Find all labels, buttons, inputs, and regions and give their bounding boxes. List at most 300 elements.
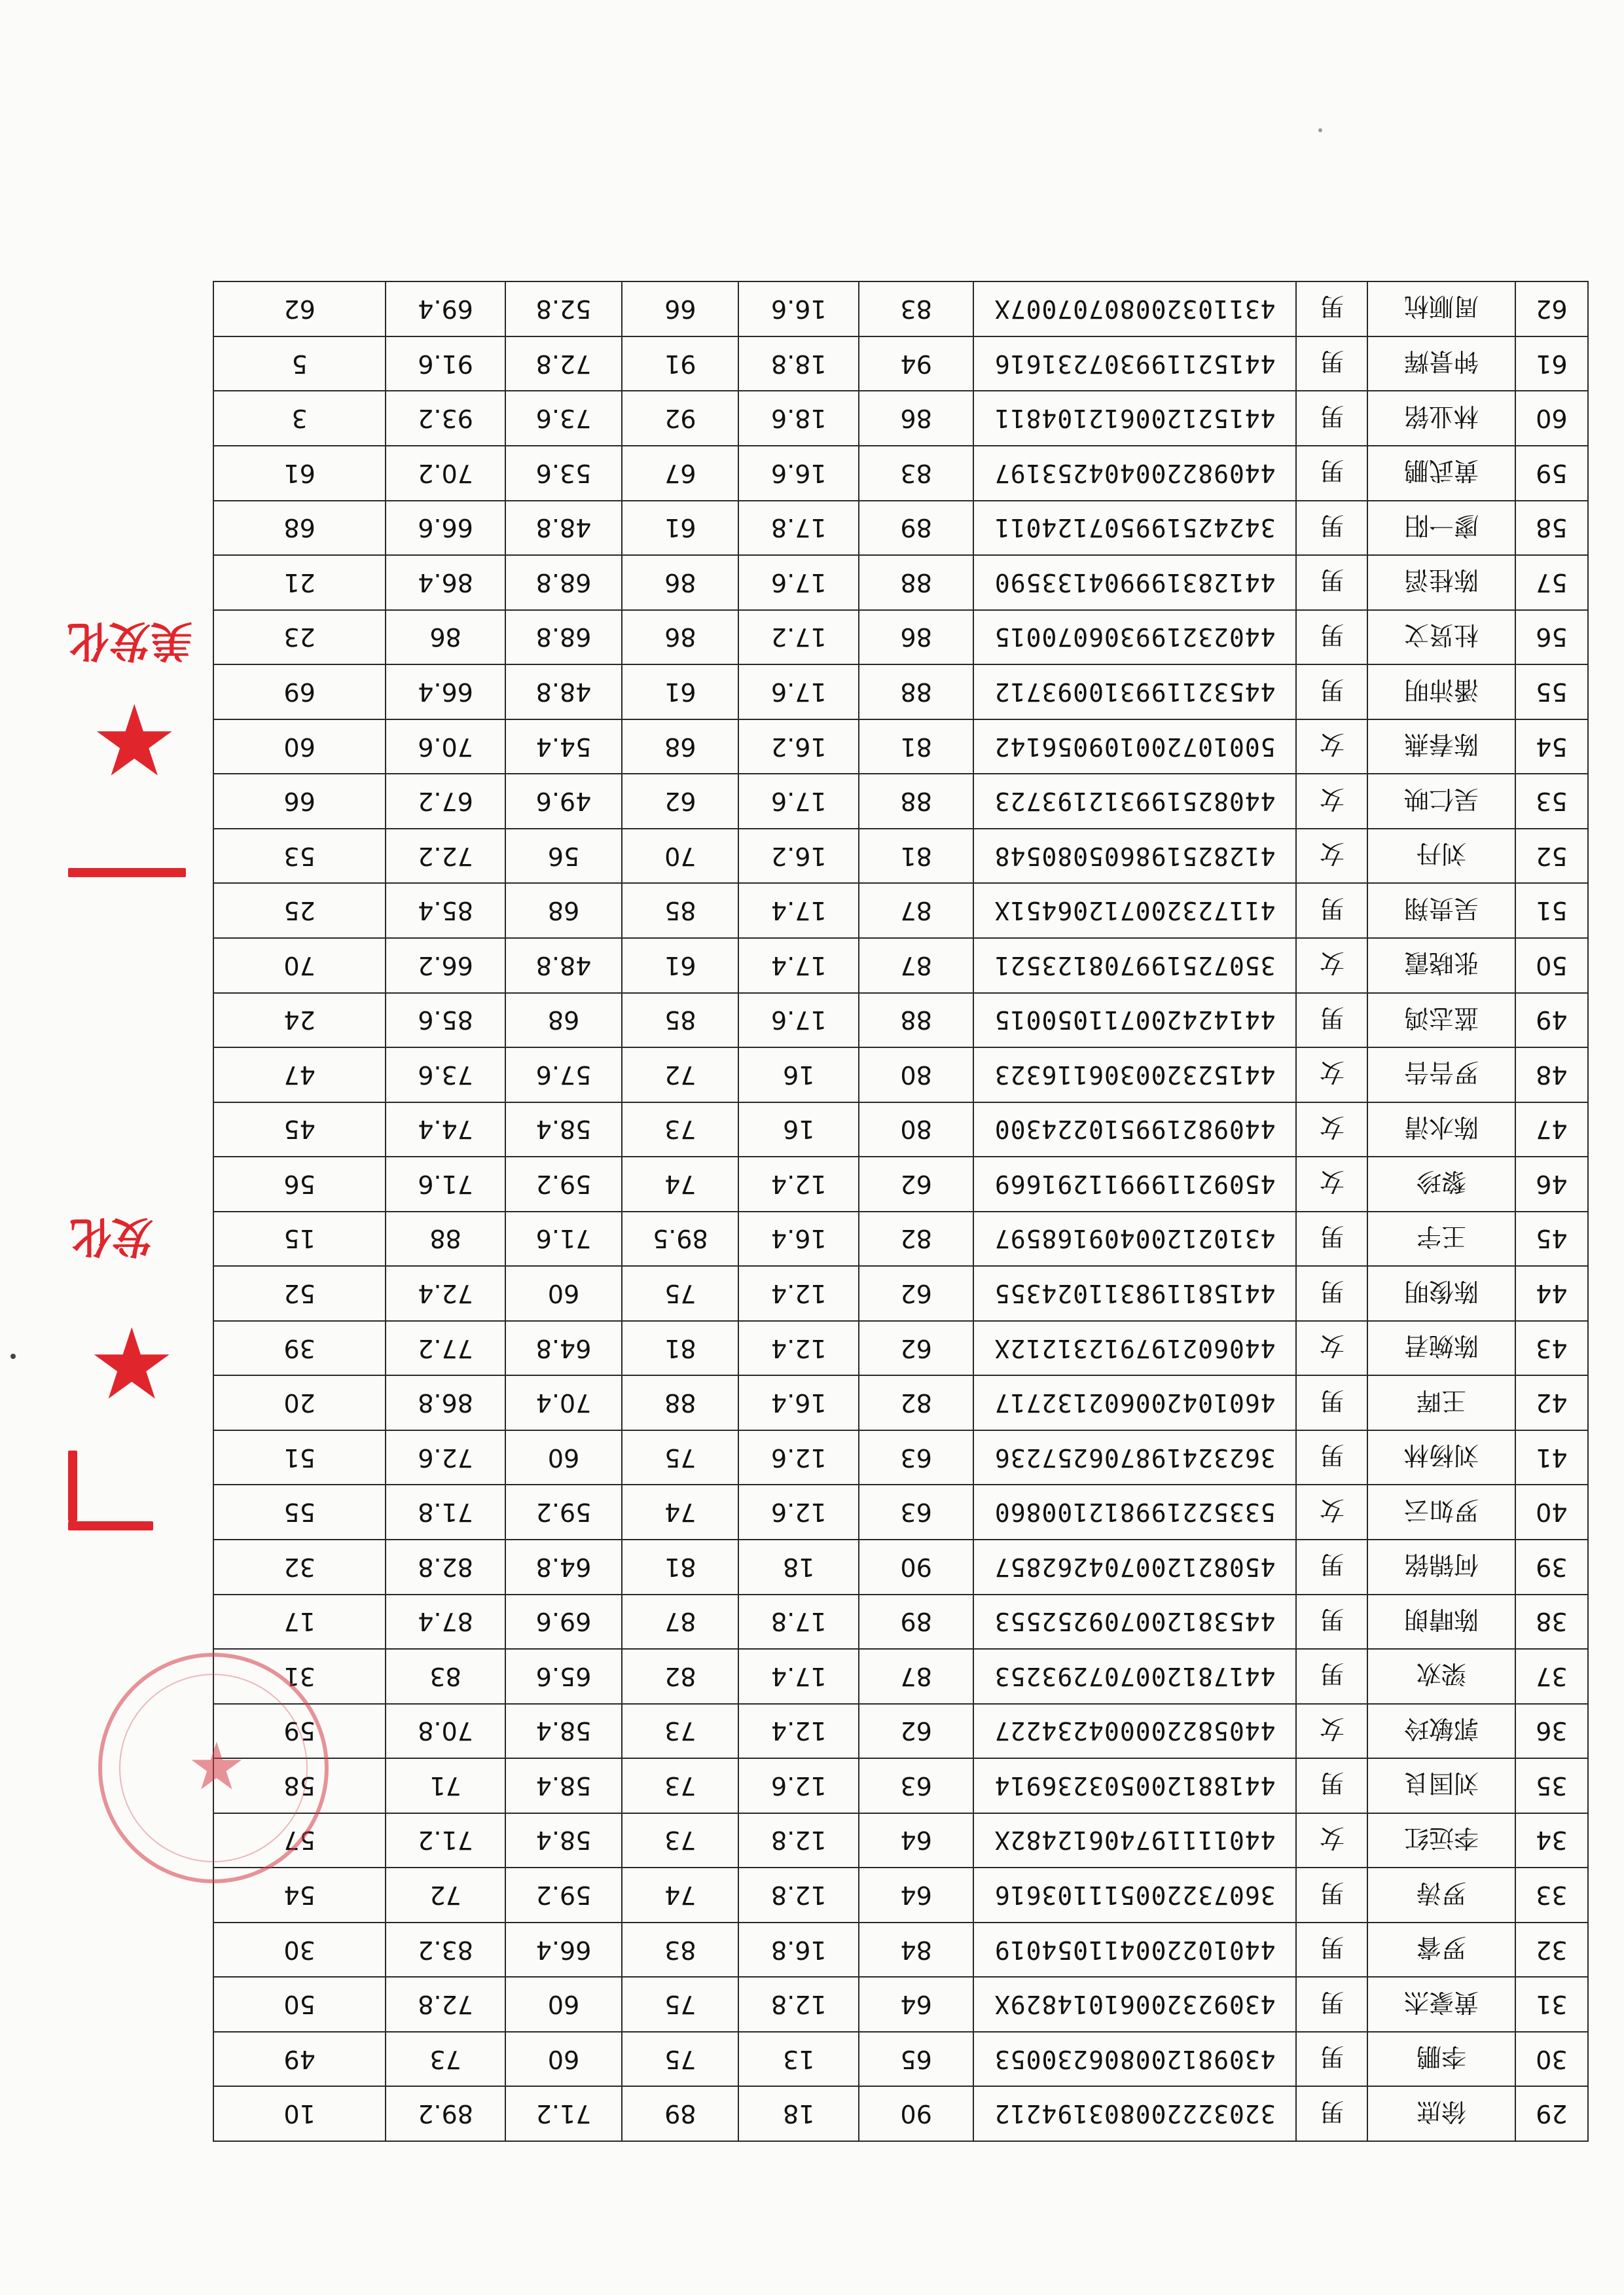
rank-cell: 30 [213, 1923, 386, 1978]
total-score-cell: 86.8 [386, 1375, 505, 1430]
score-cell: 90 [859, 1540, 973, 1595]
weighted-score-cell: 66.4 [505, 1923, 622, 1978]
name-cell: 罗如云 [1367, 1485, 1515, 1540]
row-number: 42 [1515, 1375, 1588, 1430]
weighted-score-cell: 17.8 [738, 1595, 859, 1650]
sex-cell: 男 [1296, 1977, 1367, 2032]
row-number: 29 [1515, 2086, 1588, 2141]
score-cell: 88 [859, 664, 973, 719]
row-number: 55 [1515, 664, 1588, 719]
row-number: 53 [1515, 774, 1588, 829]
table-row [213, 1813, 1588, 1868]
name-cell: 梁欢 [1367, 1649, 1515, 1704]
score-cell: 85 [622, 993, 738, 1048]
sex-cell: 女 [1296, 1321, 1367, 1376]
rank-cell: 60 [213, 719, 386, 774]
weighted-score-cell: 48.8 [505, 664, 622, 719]
total-score-cell: 73 [386, 2032, 505, 2087]
rank-cell: 39 [213, 1321, 386, 1376]
weighted-score-cell: 58.4 [505, 1102, 622, 1157]
score-cell: 89 [859, 501, 973, 556]
weighted-score-cell: 17.8 [738, 501, 859, 556]
rank-cell: 59 [213, 1704, 386, 1759]
id-number-cell: 431021200409168597 [973, 1212, 1296, 1267]
id-number-cell: 44011119740612482X [973, 1813, 1296, 1868]
sex-cell: 男 [1296, 2086, 1367, 2141]
score-cell: 88 [859, 555, 973, 610]
row-number: 61 [1515, 336, 1588, 391]
rank-cell: 70 [213, 938, 386, 993]
weighted-score-cell: 68 [505, 883, 622, 938]
rank-cell: 10 [213, 2086, 386, 2141]
table-row [213, 501, 1588, 556]
weighted-score-cell: 58.4 [505, 1813, 622, 1868]
weighted-score-cell: 60 [505, 1430, 622, 1485]
weighted-score-cell: 16.6 [738, 281, 859, 336]
table-row [213, 938, 1588, 993]
sex-cell: 男 [1296, 2032, 1367, 2087]
score-cell: 87 [859, 938, 973, 993]
seal-fragment-upper [64, 614, 195, 967]
weighted-score-cell: 58.4 [505, 1758, 622, 1813]
score-cell: 62 [859, 1704, 973, 1759]
weighted-score-cell: 17.4 [738, 883, 859, 938]
score-cell: 63 [859, 1758, 973, 1813]
score-cell: 86 [622, 610, 738, 665]
weighted-score-cell: 16.4 [738, 1375, 859, 1430]
name-cell: 罗涛 [1367, 1868, 1515, 1923]
sex-cell: 男 [1296, 1868, 1367, 1923]
score-cell: 62 [622, 774, 738, 829]
score-cell: 84 [859, 1923, 973, 1978]
weighted-score-cell: 16.6 [738, 446, 859, 501]
table-row [213, 1157, 1588, 1212]
seal-bracket [68, 1451, 77, 1521]
total-score-cell: 70.8 [386, 1704, 505, 1759]
name-cell: 陈俊明 [1367, 1266, 1515, 1321]
weighted-score-cell: 16.8 [738, 1923, 859, 1978]
table-row [213, 610, 1588, 665]
sex-cell: 男 [1296, 446, 1367, 501]
name-cell: 陈晴朗 [1367, 1595, 1515, 1650]
score-cell: 82 [859, 1375, 973, 1430]
seal-fragment-lower [64, 1210, 195, 1550]
score-cell: 92 [622, 391, 738, 446]
rank-cell: 3 [213, 391, 386, 446]
weighted-score-cell: 59.2 [505, 1485, 622, 1540]
sex-cell: 女 [1296, 1485, 1367, 1540]
id-number-cell: 44060219791231212X [973, 1321, 1296, 1376]
total-score-cell: 66.6 [386, 501, 505, 556]
score-cell: 86 [859, 391, 973, 446]
row-number: 46 [1515, 1157, 1588, 1212]
name-cell: 王宇 [1367, 1212, 1515, 1267]
name-cell: 何锦铭 [1367, 1540, 1515, 1595]
weighted-score-cell: 60 [505, 2032, 622, 2087]
name-cell: 廖一阳 [1367, 501, 1515, 556]
weighted-score-cell: 72.8 [505, 336, 622, 391]
name-cell: 刘丹 [1367, 829, 1515, 884]
sex-cell: 女 [1296, 1047, 1367, 1102]
table-row [213, 829, 1588, 884]
row-number: 40 [1515, 1485, 1588, 1540]
score-cell: 72 [622, 1047, 738, 1102]
weighted-score-cell: 17.4 [738, 1649, 859, 1704]
weighted-score-cell: 65.6 [505, 1649, 622, 1704]
table-row [213, 336, 1588, 391]
weighted-score-cell: 53.6 [505, 446, 622, 501]
weighted-score-cell: 59.2 [505, 1157, 622, 1212]
table-row [213, 1321, 1588, 1376]
id-number-cell: 440102200411054019 [973, 1923, 1296, 1978]
score-cell: 61 [622, 938, 738, 993]
table-row [213, 719, 1588, 774]
weighted-score-cell: 16.2 [738, 829, 859, 884]
scan-speck [1318, 128, 1322, 132]
total-score-cell: 71.2 [386, 1813, 505, 1868]
sex-cell: 男 [1296, 1595, 1367, 1650]
rank-cell: 49 [213, 2032, 386, 2087]
total-score-cell: 85.4 [386, 883, 505, 938]
name-cell: 刘国良 [1367, 1758, 1515, 1813]
table-row [213, 2086, 1588, 2141]
rank-cell: 61 [213, 446, 386, 501]
score-cell: 89 [622, 2086, 738, 2141]
score-cell: 74 [622, 1868, 738, 1923]
id-number-cell: 450821200704262857 [973, 1540, 1296, 1595]
weighted-score-cell: 17.6 [738, 774, 859, 829]
name-cell: 吴贵翔 [1367, 883, 1515, 938]
seal-fragment-upper-text: 美发化 [67, 616, 192, 665]
id-number-cell: 342425199507124011 [973, 501, 1296, 556]
sex-cell: 男 [1296, 1923, 1367, 1978]
total-score-cell: 88 [386, 1212, 505, 1267]
weighted-score-cell: 12.6 [738, 1758, 859, 1813]
score-cell: 80 [859, 1102, 973, 1157]
table-row [213, 1047, 1588, 1102]
row-number: 54 [1515, 719, 1588, 774]
weighted-score-cell: 12.4 [738, 1704, 859, 1759]
score-cell: 63 [859, 1430, 973, 1485]
weighted-score-cell: 60 [505, 1977, 622, 2032]
total-score-cell: 71.8 [386, 1485, 505, 1540]
scan-speck [10, 1354, 16, 1359]
name-cell: 王晖 [1367, 1375, 1515, 1430]
total-score-cell: 71.6 [386, 1157, 505, 1212]
weighted-score-cell: 16.2 [738, 719, 859, 774]
weighted-score-cell: 48.8 [505, 501, 622, 556]
total-score-cell: 70.2 [386, 446, 505, 501]
sex-cell: 男 [1296, 1540, 1367, 1595]
score-cell: 88 [622, 1375, 738, 1430]
row-number: 34 [1515, 1813, 1588, 1868]
total-score-cell: 71 [386, 1758, 505, 1813]
id-number-cell: 41172320071206451X [973, 883, 1296, 938]
rank-cell: 51 [213, 1430, 386, 1485]
weighted-score-cell: 12.8 [738, 1813, 859, 1868]
weighted-score-cell: 12.8 [738, 1868, 859, 1923]
name-cell: 徐庶 [1367, 2086, 1515, 2141]
name-cell: 吴仁映 [1367, 774, 1515, 829]
score-cell: 88 [859, 993, 973, 1048]
table-row [213, 1102, 1588, 1157]
name-cell: 刘杨林 [1367, 1430, 1515, 1485]
weighted-score-cell: 17.4 [738, 938, 859, 993]
weighted-score-cell: 58.4 [505, 1704, 622, 1759]
score-cell: 82 [859, 1212, 973, 1267]
sex-cell: 女 [1296, 1813, 1367, 1868]
total-score-cell: 72.4 [386, 1266, 505, 1321]
row-number: 52 [1515, 829, 1588, 884]
total-score-cell: 77.2 [386, 1321, 505, 1376]
id-number-cell: 460104200602132717 [973, 1375, 1296, 1430]
score-cell: 86 [859, 610, 973, 665]
score-cell: 87 [859, 883, 973, 938]
name-cell: 陈桂滔 [1367, 555, 1515, 610]
id-number-cell: 440825199312193723 [973, 774, 1296, 829]
score-cell: 68 [622, 719, 738, 774]
row-number: 58 [1515, 501, 1588, 556]
score-cell: 81 [622, 1540, 738, 1595]
rank-cell: 45 [213, 1102, 386, 1157]
id-number-cell: 412825198605080548 [973, 829, 1296, 884]
total-score-cell: 83.2 [386, 1923, 505, 1978]
total-score-cell: 93.2 [386, 391, 505, 446]
score-cell: 63 [859, 1485, 973, 1540]
sex-cell: 男 [1296, 555, 1367, 610]
id-number-cell: 441581198311024355 [973, 1266, 1296, 1321]
score-cell: 64 [859, 1977, 973, 2032]
table-row [213, 883, 1588, 938]
row-number: 30 [1515, 2032, 1588, 2087]
rank-cell: 21 [213, 555, 386, 610]
weighted-score-cell: 73.6 [505, 391, 622, 446]
id-number-cell: 441283199904133590 [973, 555, 1296, 610]
sex-cell: 男 [1296, 281, 1367, 336]
weighted-score-cell: 70.4 [505, 1375, 622, 1430]
row-number: 48 [1515, 1047, 1588, 1102]
score-cell: 85 [622, 883, 738, 938]
score-cell: 75 [622, 2032, 738, 2087]
name-cell: 杜贤文 [1367, 610, 1515, 665]
total-score-cell: 87.4 [386, 1595, 505, 1650]
total-score-cell: 66.4 [386, 664, 505, 719]
name-cell: 蓝志鸿 [1367, 993, 1515, 1048]
table-row [213, 774, 1588, 829]
seal-bar [68, 1521, 153, 1530]
total-score-cell: 86.4 [386, 555, 505, 610]
table-row [213, 1704, 1588, 1759]
rank-cell: 23 [213, 610, 386, 665]
name-cell: 黄武鹏 [1367, 446, 1515, 501]
table-row [213, 2032, 1588, 2087]
name-cell: 李鹏 [1367, 2032, 1515, 2087]
weighted-score-cell: 68.8 [505, 610, 622, 665]
table-row [213, 1485, 1588, 1540]
weighted-score-cell: 18 [738, 1540, 859, 1595]
id-number-cell: 533522199812100860 [973, 1485, 1296, 1540]
weighted-score-cell: 60 [505, 1266, 622, 1321]
table-body [213, 281, 1588, 2141]
sex-cell: 男 [1296, 1758, 1367, 1813]
name-cell: 周顺杭 [1367, 281, 1515, 336]
table-row [213, 1977, 1588, 2032]
weighted-score-cell: 69.6 [505, 1595, 622, 1650]
row-number: 45 [1515, 1212, 1588, 1267]
id-number-cell: 445321199310093712 [973, 664, 1296, 719]
star-icon: ★ [187, 1728, 246, 1805]
seal-fragment-lower-text: 发化 [69, 1212, 153, 1261]
sex-cell: 女 [1296, 1704, 1367, 1759]
sex-cell: 男 [1296, 993, 1367, 1048]
id-number-cell: 450921199911291669 [973, 1157, 1296, 1212]
row-number: 35 [1515, 1758, 1588, 1813]
weighted-score-cell: 12.6 [738, 1485, 859, 1540]
score-table [213, 281, 1589, 2142]
seal-bar [68, 868, 186, 877]
total-score-cell: 86 [386, 610, 505, 665]
rank-cell: 20 [213, 1375, 386, 1430]
row-number: 41 [1515, 1430, 1588, 1485]
name-cell: 陈水清 [1367, 1102, 1515, 1157]
table-row [213, 555, 1588, 610]
sex-cell: 男 [1296, 1649, 1367, 1704]
rank-cell: 50 [213, 1977, 386, 2032]
table-row [213, 1923, 1588, 1978]
weighted-score-cell: 16 [738, 1047, 859, 1102]
row-number: 50 [1515, 938, 1588, 993]
row-number: 31 [1515, 1977, 1588, 2032]
id-number-cell: 440232199306070015 [973, 610, 1296, 665]
name-cell: 钟景辉 [1367, 336, 1515, 391]
score-cell: 87 [622, 1595, 738, 1650]
score-cell: 62 [859, 1266, 973, 1321]
table-row [213, 1375, 1588, 1430]
total-score-cell: 83 [386, 1649, 505, 1704]
sex-cell: 男 [1296, 501, 1367, 556]
rank-cell: 15 [213, 1212, 386, 1267]
total-score-cell: 69.4 [386, 281, 505, 336]
score-cell: 64 [859, 1868, 973, 1923]
id-number-cell: 360732200511103616 [973, 1868, 1296, 1923]
sex-cell: 女 [1296, 1157, 1367, 1212]
name-cell: 黄豪杰 [1367, 1977, 1515, 2032]
row-number: 60 [1515, 391, 1588, 446]
rank-cell: 52 [213, 1266, 386, 1321]
row-number: 57 [1515, 555, 1588, 610]
rank-cell: 55 [213, 1485, 386, 1540]
weighted-score-cell: 64.8 [505, 1321, 622, 1376]
rank-cell: 58 [213, 1758, 386, 1813]
score-cell: 81 [859, 719, 973, 774]
score-cell: 73 [622, 1813, 738, 1868]
total-score-cell: 70.6 [386, 719, 505, 774]
score-cell: 83 [859, 281, 973, 336]
score-cell: 73 [622, 1758, 738, 1813]
weighted-score-cell: 18.6 [738, 391, 859, 446]
weighted-score-cell: 71.6 [505, 1212, 622, 1267]
row-number: 37 [1515, 1649, 1588, 1704]
table-row [213, 1430, 1588, 1485]
total-score-cell: 67.2 [386, 774, 505, 829]
sex-cell: 男 [1296, 664, 1367, 719]
score-cell: 89.5 [622, 1212, 738, 1267]
score-cell: 83 [859, 446, 973, 501]
rank-cell: 32 [213, 1540, 386, 1595]
id-number-cell: 441523200306116323 [973, 1047, 1296, 1102]
table-row [213, 391, 1588, 446]
table-row [213, 1649, 1588, 1704]
score-cell: 74 [622, 1157, 738, 1212]
sex-cell: 女 [1296, 719, 1367, 774]
total-score-cell: 91.6 [386, 336, 505, 391]
id-number-cell: 350725199708123521 [973, 938, 1296, 993]
sex-cell: 女 [1296, 1102, 1367, 1157]
name-cell: 潘沛明 [1367, 664, 1515, 719]
score-cell: 75 [622, 1430, 738, 1485]
weighted-score-cell: 68.8 [505, 555, 622, 610]
score-cell: 61 [622, 664, 738, 719]
sex-cell: 男 [1296, 1266, 1367, 1321]
score-cell: 75 [622, 1266, 738, 1321]
score-cell: 80 [859, 1047, 973, 1102]
sex-cell: 男 [1296, 1430, 1367, 1485]
star-icon: ★ [88, 1308, 176, 1422]
name-cell: 陈婉君 [1367, 1321, 1515, 1376]
score-cell: 82 [622, 1649, 738, 1704]
weighted-score-cell: 71.2 [505, 2086, 622, 2141]
score-cell: 83 [622, 1923, 738, 1978]
row-number: 39 [1515, 1540, 1588, 1595]
row-number: 43 [1515, 1321, 1588, 1376]
total-score-cell: 72.6 [386, 1430, 505, 1485]
rank-cell: 47 [213, 1047, 386, 1102]
row-number: 59 [1515, 446, 1588, 501]
sex-cell: 男 [1296, 1375, 1367, 1430]
name-cell: 郭敏玲 [1367, 1704, 1515, 1759]
weighted-score-cell: 13 [738, 2032, 859, 2087]
score-cell: 64 [859, 1813, 973, 1868]
row-number: 49 [1515, 993, 1588, 1048]
name-cell: 罗告告 [1367, 1047, 1515, 1102]
id-number-cell: 440582200004234227 [973, 1704, 1296, 1759]
id-number-cell: 320322200803194212 [973, 2086, 1296, 2141]
sex-cell: 女 [1296, 829, 1367, 884]
weighted-score-cell: 17.2 [738, 610, 859, 665]
weighted-score-cell: 17.6 [738, 664, 859, 719]
id-number-cell: 441781200707293253 [973, 1649, 1296, 1704]
score-cell: 67 [622, 446, 738, 501]
weighted-score-cell: 49.6 [505, 774, 622, 829]
table-row [213, 1540, 1588, 1595]
total-score-cell: 66.2 [386, 938, 505, 993]
row-number: 62 [1515, 281, 1588, 336]
name-cell: 黎珍 [1367, 1157, 1515, 1212]
total-score-cell: 89.2 [386, 2086, 505, 2141]
weighted-score-cell: 48.8 [505, 938, 622, 993]
sex-cell: 男 [1296, 1212, 1367, 1267]
rank-cell: 5 [213, 336, 386, 391]
sex-cell: 男 [1296, 391, 1367, 446]
row-number: 47 [1515, 1102, 1588, 1157]
table-row [213, 664, 1588, 719]
score-cell: 73 [622, 1102, 738, 1157]
id-number-cell: 441881200503236914 [973, 1758, 1296, 1813]
weighted-score-cell: 18.8 [738, 336, 859, 391]
star-icon: ★ [90, 685, 179, 799]
row-number: 51 [1515, 883, 1588, 938]
id-number-cell: 440982199510224300 [973, 1102, 1296, 1157]
